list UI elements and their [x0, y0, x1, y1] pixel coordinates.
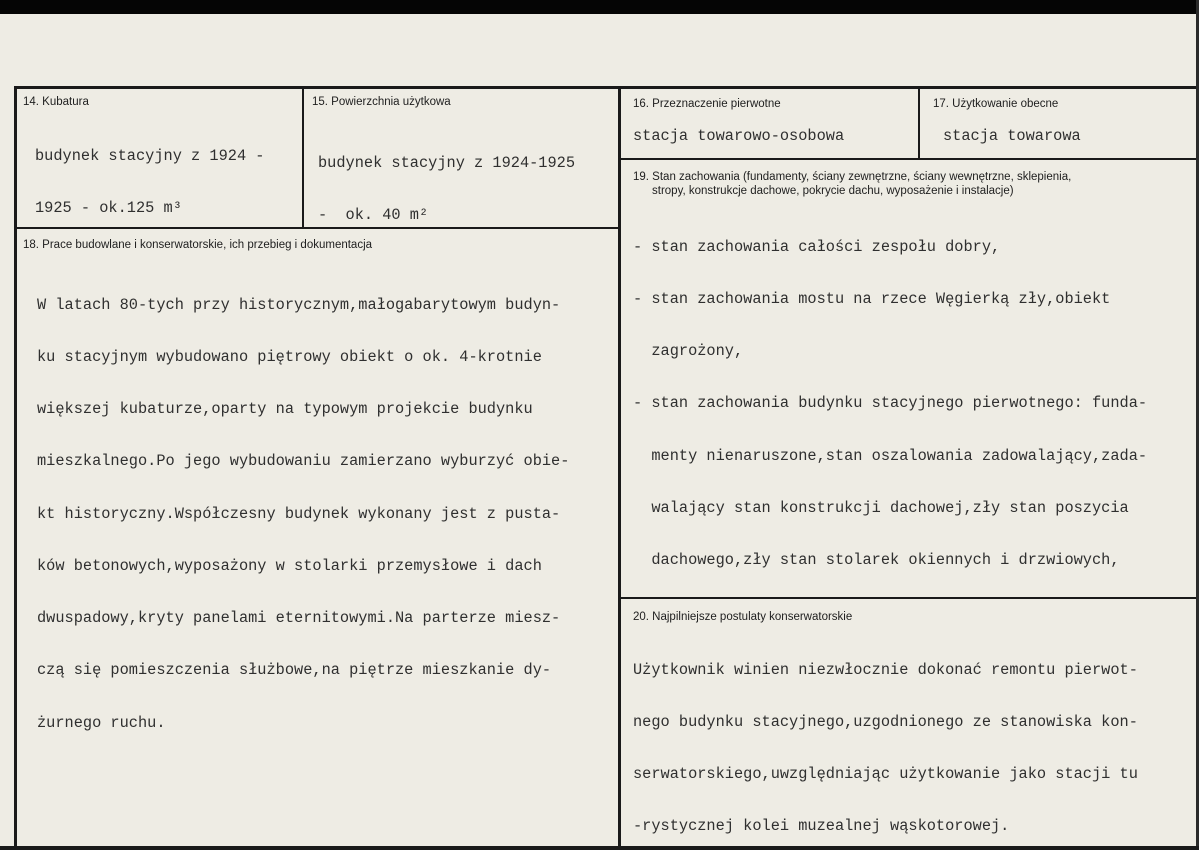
- field-value-przeznaczenie: stacja towarowo-osobowa: [633, 127, 845, 145]
- text-line: budynek stacyjny z 1924-1925: [318, 153, 576, 172]
- text-line: - stan zachowania całości zespołu dobry,: [633, 237, 1001, 256]
- field-value-prace: [37, 262, 569, 767]
- field-value-kubatura: [35, 113, 274, 227]
- text-line: kt historyczny.Współczesny budynek wykonany jest z pusta-: [37, 504, 561, 523]
- text-line: ków betonowych,wyposażony w stolarki przemysłowe i dach: [37, 556, 542, 575]
- field-stan: [621, 160, 1196, 597]
- text-line: mieszkalnego.Po jego wybudowaniu zamierzano wyburzyć obie-: [37, 452, 570, 471]
- text-line: - stan zachowania mostu na rzece Węgierką zły,obiekt: [633, 290, 1111, 309]
- field-value-postulaty: [633, 627, 1138, 846]
- text-line: ku stacyjnym wybudowano piętrowy obiekt o ok. 4-krotnie: [37, 348, 542, 367]
- field-label-stan-line1: 19. Stan zachowania (fundamenty, ściany zewnętrzne, ściany wewnętrzne, sklepienia,: [633, 171, 1072, 183]
- field-value-powierzchnia: [318, 120, 584, 227]
- text-line: - ok. 40 m²: [318, 206, 429, 225]
- text-line: 1925 - ok.125 m³: [35, 199, 182, 218]
- text-line: menty nienaruszone,stan oszalowania zadowalający,zada-: [633, 446, 1148, 465]
- field-label-powierzchnia: 15. Powierzchnia użytkowa: [312, 96, 451, 108]
- text-line: Użytkownik winien niezwłocznie dokonać remontu pierwot-: [633, 660, 1138, 679]
- text-line: W latach 80-tych przy historycznym,małogabarytowym budyn-: [37, 295, 561, 314]
- field-prace: [17, 229, 618, 847]
- field-kubatura: [17, 89, 302, 227]
- text-line: dachowego,zły stan stolarek okiennych i drzwiowych,: [633, 551, 1120, 570]
- field-label-postulaty: 20. Najpilniejsze postulaty konserwatorskie: [633, 611, 853, 623]
- field-label-kubatura: 14. Kubatura: [23, 96, 89, 108]
- field-label-przeznaczenie: 16. Przeznaczenie pierwotne: [633, 98, 781, 110]
- text-line: -rystycznej kolei muzealnej wąskotorowej.: [633, 817, 1010, 836]
- field-przeznaczenie: [621, 89, 918, 158]
- text-line: zagrożony,: [633, 342, 744, 361]
- text-line: budynek stacyjny z 1924 -: [35, 146, 265, 165]
- text-line: walający stan konstrukcji dachowej,zły stan poszycia: [633, 498, 1129, 517]
- text-line: większej kubaturze,oparty na typowym projekcie budynku: [37, 400, 533, 419]
- text-line: nego budynku stacyjnego,uzgodnionego ze stanowiska kon-: [633, 713, 1138, 732]
- field-label-prace: 18. Prace budowlane i konserwatorskie, ich przebieg i dokumentacja: [23, 239, 373, 251]
- field-uzytkowanie: [920, 89, 1196, 158]
- field-value-stan: [633, 204, 1147, 597]
- field-label-stan-line2: stropy, konstrukcje dachowe, pokrycie dachu, wyposażenie i instalacje): [652, 185, 1014, 197]
- field-postulaty: [621, 599, 1196, 846]
- text-line: czą się pomieszczenia służbowe,na piętrze mieszkanie dy-: [37, 661, 552, 680]
- text-line: żurnego ruchu.: [37, 713, 166, 732]
- card-top-shadow: [0, 0, 1199, 14]
- text-line: - stan zachowania budynku stacyjnego pierwotnego: funda-: [633, 394, 1148, 413]
- field-value-uzytkowanie: stacja towarowa: [943, 127, 1081, 145]
- text-line: dwuspadowy,kryty panelami eternitowymi.Na parterze miesz-: [37, 609, 561, 628]
- text-line: serwatorskiego,uwzględniając użytkowanie jako stacji tu: [633, 765, 1138, 784]
- field-powierzchnia: [304, 89, 618, 227]
- field-label-uzytkowanie: 17. Użytkowanie obecne: [933, 98, 1059, 110]
